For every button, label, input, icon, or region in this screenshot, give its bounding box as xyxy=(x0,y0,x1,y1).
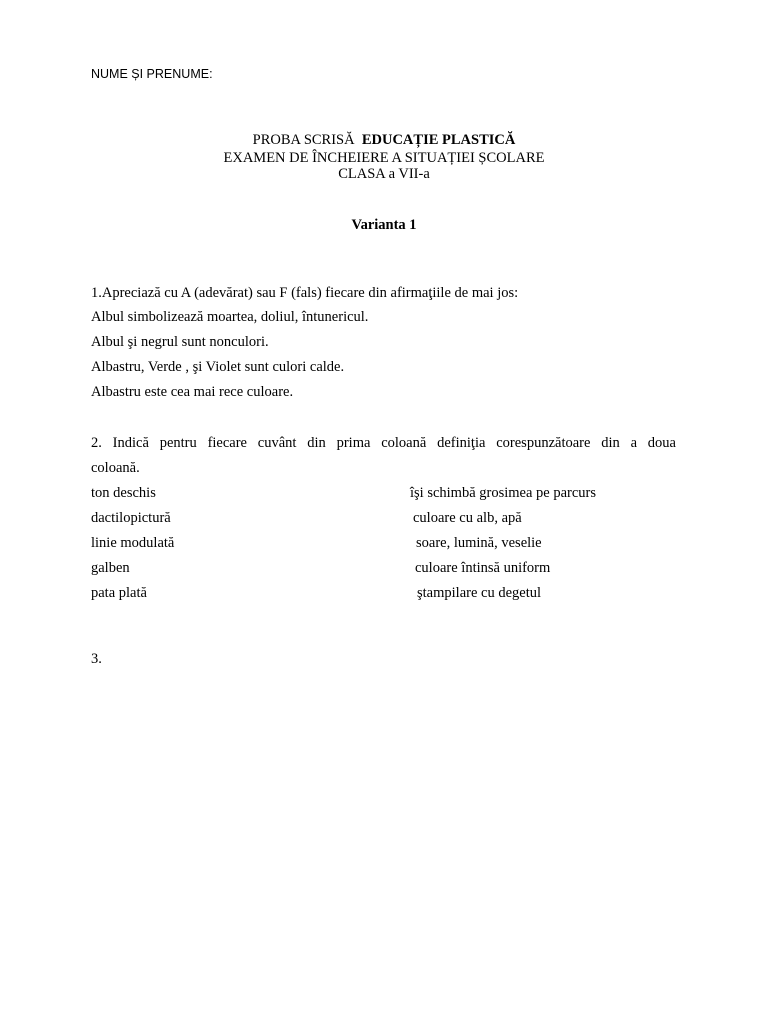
question2-definition: ştampilare cu degetul xyxy=(417,585,542,601)
question2-term: pata plată xyxy=(91,585,147,601)
question2-prompt-line2: coloană. xyxy=(91,460,140,476)
exam-title-line1 xyxy=(0,133,768,148)
question2-term: galben xyxy=(91,560,130,576)
exam-class: CLASA a VII-a xyxy=(338,166,430,182)
question3-number: 3. xyxy=(91,651,102,667)
question1-statement: Albastru, Verde , şi Violet sunt culori calde. xyxy=(91,359,345,375)
exam-variant: Varianta 1 xyxy=(351,217,417,233)
question2-definition: culoare cu alb, apă xyxy=(413,510,522,526)
question2-prompt-line1: 2. Indică pentru fiecare cuvânt din prima coloană definiţia corespunzătoare din a doua xyxy=(91,435,676,451)
exam-subject: EDUCAȚIE PLASTICĂ xyxy=(361,132,516,148)
question2-definition: culoare întinsă uniform xyxy=(415,560,551,576)
question1-statement: Albastru este cea mai rece culoare. xyxy=(91,384,294,400)
question1-statement: Albul şi negrul sunt nonculori. xyxy=(91,334,269,350)
exam-title-line2: EXAMEN DE ÎNCHEIERE A SITUAȚIEI ȘCOLARE xyxy=(223,150,545,166)
question2-term: ton deschis xyxy=(91,485,156,501)
exam-title-prefix: PROBA SCRISĂ xyxy=(252,132,355,148)
name-field-label: NUME ȘI PRENUME: xyxy=(91,67,213,81)
question2-term: linie modulată xyxy=(91,535,175,551)
question2-definition: soare, lumină, veselie xyxy=(416,535,542,551)
question1-statement: Albul simbolizează moartea, doliul, întunericul. xyxy=(91,309,369,325)
question1-prompt: 1.Apreciază cu A (adevărat) sau F (fals) fiecare din afirmaţiile de mai jos: xyxy=(91,285,519,301)
question2-definition: îşi schimbă grosimea pe parcurs xyxy=(410,485,597,501)
question2-term: dactilopictură xyxy=(91,510,171,526)
